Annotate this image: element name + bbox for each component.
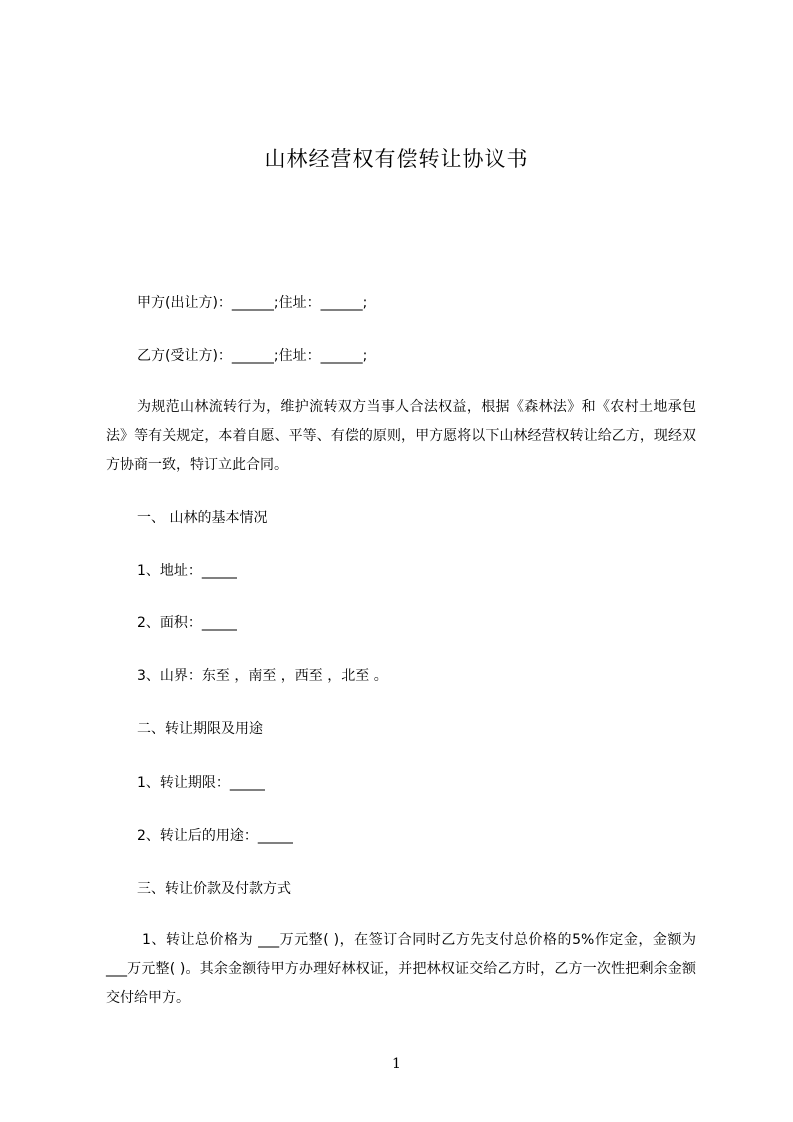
page-number: 1 (392, 1056, 401, 1072)
preamble-paragraph: 为规范山林流转行为，维护流转双方当事人合法权益，根据《森林法》和《农村土地承包法》等有关规定，本着自愿、平等、有偿的原则，甲方愿将以下山林经营权转让给乙方，现经双方协商一致，特订立此合同。 (106, 399, 696, 473)
section-2-heading: 二、转让期限及用途 (137, 721, 263, 737)
section-2-item-use: 2、转让后的用途：_____ (137, 828, 293, 844)
document-title: 山林经营权有偿转让协议书 (264, 147, 529, 171)
section-1-item-address: 1、地址：_____ (137, 563, 237, 579)
section-2-item-term: 1、转让期限：_____ (137, 775, 265, 791)
section-1-heading: 一、 山林的基本情况 (137, 510, 268, 526)
section-3-heading: 三、转让价款及付款方式 (137, 881, 291, 897)
section-1-item-boundary: 3、山界：东至 ，南至 ，西至 ，北至 。 (137, 668, 388, 684)
party-b-line: 乙方(受让方)：______;住址：______; (137, 348, 368, 364)
party-a-line: 甲方(出让方)：______;住址：______; (137, 295, 368, 311)
section-1-item-area: 2、面积：_____ (137, 615, 237, 631)
section-3-item-payment: 1、转让总价格为 ___万元整( )，在签订合同时乙方先支付总价格的5%作定金，金额为 ___万元整( )。其余金额待甲方办理好林权证，并把林权证交给乙方时，乙方一次性把剩余金额交付给甲方。 (106, 932, 696, 1006)
